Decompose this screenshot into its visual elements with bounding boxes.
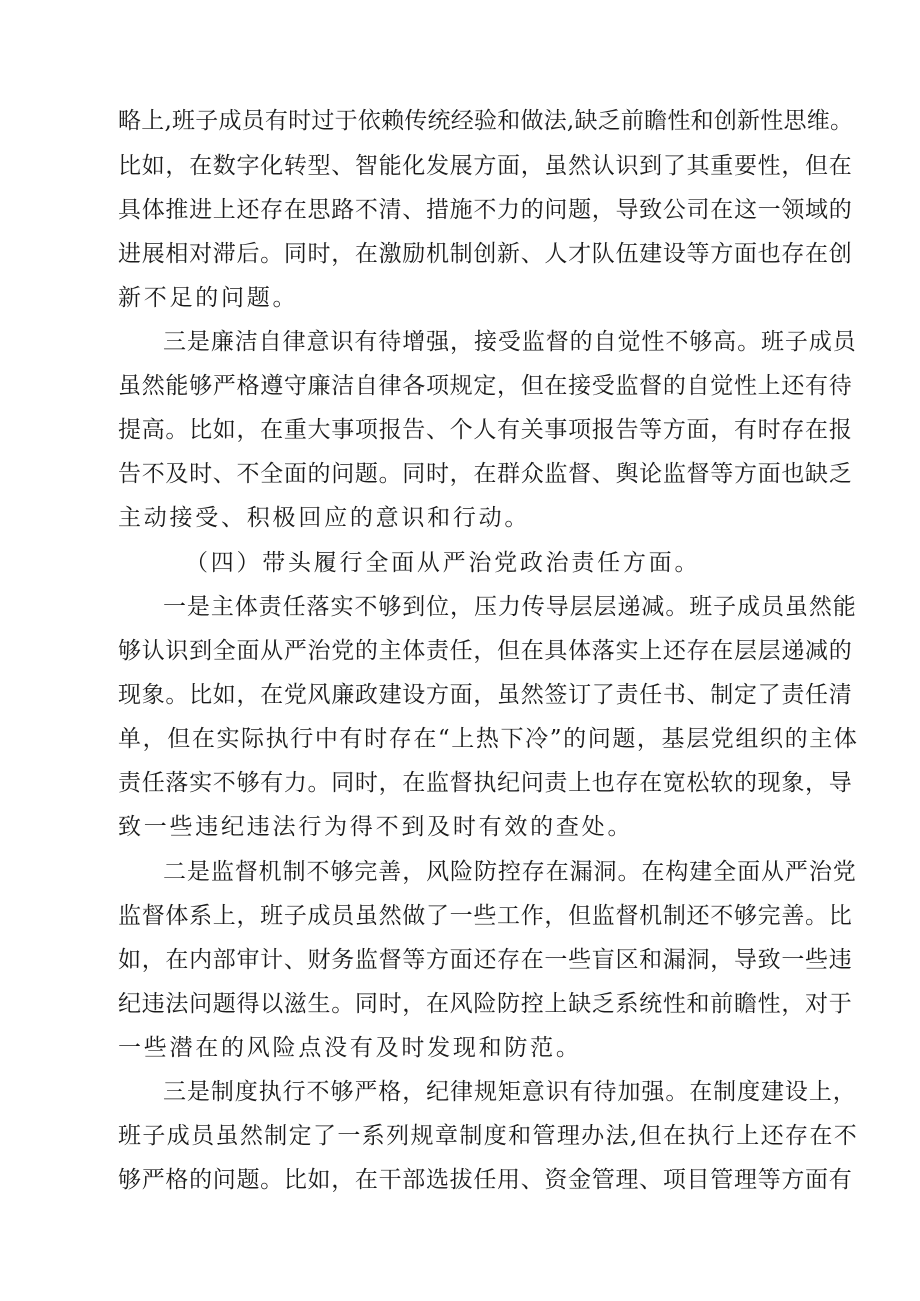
text-line: 如，在内部审计、财务监督等方面还存在一些盲区和漏洞，导致一些违 (118, 947, 853, 973)
text-line: 单，但在实际执行中有时存在“上热下冷”的问题，基层党组织的主体 (118, 726, 859, 752)
text-line: 一些潜在的风险点没有及时发现和防范。 (118, 1035, 582, 1061)
text-line: 主动接受、积极回应的意识和行动。 (118, 505, 531, 531)
section-heading: （四）带头履行全面从严治党政治责任方面。 (185, 550, 701, 576)
text-line: 致一些违纪违法行为得不到及时有效的查处。 (118, 814, 634, 840)
text-line: 监督体系上，班子成员虽然做了一些工作，但监督机制还不够完善。比 (118, 903, 853, 929)
text-line: 纪违法问题得以滋生。同时，在风险防控上缺乏系统性和前瞻性，对于 (118, 991, 853, 1017)
paragraph-first-line: 三是廉洁自律意识有待增强，接受监督的自觉性不够高。班子成员 (163, 329, 857, 355)
text-line: 虽然能够严格遵守廉洁自律各项规定，但在接受监督的自觉性上还有待 (118, 373, 853, 399)
paragraph-first-line: 二是监督机制不够完善，风险防控存在漏洞。在构建全面从严治党 (163, 859, 857, 885)
text-line: 略上,班子成员有时过于依赖传统经验和做法,缺乏前瞻性和创新性思维。 (118, 108, 854, 134)
text-line: 够严格的问题。比如，在干部选拔任用、资金管理、项目管理等方面有 (118, 1167, 853, 1193)
text-line: 进展相对滞后。同时，在激励机制创新、人才队伍建设等方面也存在创 (118, 241, 853, 267)
text-line: 现象。比如，在党风廉政建设方面，虽然签订了责任书、制定了责任清 (118, 682, 853, 708)
text-line: 比如，在数字化转型、智能化发展方面，虽然认识到了其重要性，但在 (118, 153, 853, 179)
text-line: 具体推进上还存在思路不清、措施不力的问题，导致公司在这一领域的 (118, 197, 853, 223)
text-line: 告不及时、不全面的问题。同时，在群众监督、舆论监督等方面也缺乏 (118, 461, 853, 487)
text-line: 责任落实不够有力。同时，在监督执纪问责上也存在宽松软的现象，导 (118, 770, 853, 796)
text-line: 班子成员虽然制定了一系列规章制度和管理办法,但在执行上还存在不 (118, 1123, 859, 1149)
paragraph-first-line: 一是主体责任落实不够到位，压力传导层层递减。班子成员虽然能 (163, 594, 857, 620)
text-line: 够认识到全面从严治党的主体责任，但在具体落实上还存在层层递减的 (118, 638, 853, 664)
text-line: 新不足的问题。 (118, 285, 299, 311)
text-line: 提高。比如，在重大事项报告、个人有关事项报告等方面，有时存在报 (118, 417, 853, 443)
paragraph-first-line: 三是制度执行不够严格，纪律规矩意识有待加强。在制度建设上， (163, 1079, 857, 1105)
